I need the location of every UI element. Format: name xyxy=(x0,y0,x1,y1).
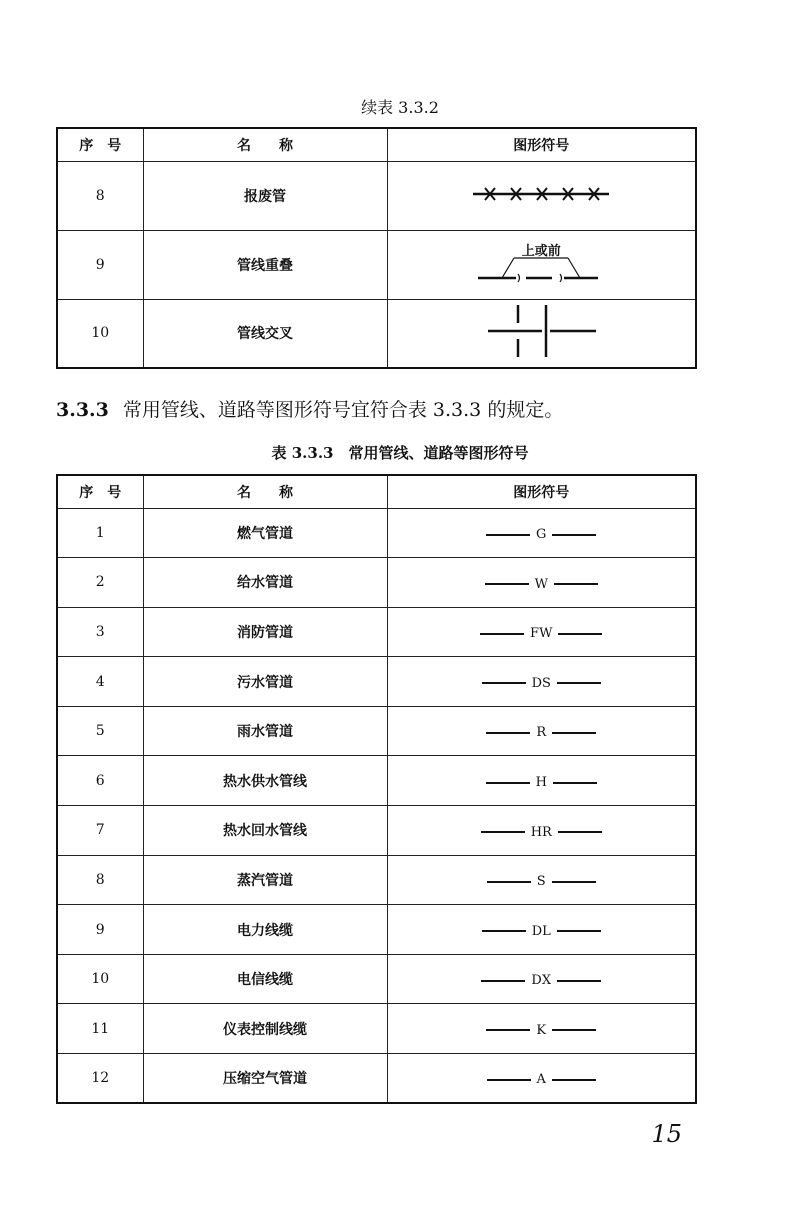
line-symbol xyxy=(387,954,696,1004)
header-name: 名 称 xyxy=(143,128,387,161)
row-name: 压缩空气管道 xyxy=(143,1054,387,1104)
line-symbol xyxy=(387,756,696,806)
line-segment xyxy=(482,930,526,932)
line-symbol xyxy=(387,706,696,756)
row-no: 12 xyxy=(57,1054,143,1104)
row-name: 管线重叠 xyxy=(143,230,387,299)
line-symbol xyxy=(387,558,696,608)
line-symbol xyxy=(387,855,696,905)
table-header xyxy=(57,475,696,508)
line-segment xyxy=(552,534,596,536)
row-name: 管线交叉 xyxy=(143,299,387,368)
header-no: 序 号 xyxy=(57,475,143,508)
row-name: 雨水管道 xyxy=(143,706,387,756)
overlap-symbol xyxy=(387,230,696,299)
line-segment xyxy=(553,782,597,784)
line-segment xyxy=(486,1029,530,1031)
table-header xyxy=(57,128,696,161)
table-row xyxy=(57,299,696,368)
row-name: 仪表控制线缆 xyxy=(143,1004,387,1054)
line-code: DX xyxy=(531,973,552,989)
row-no: 10 xyxy=(57,954,143,1004)
line-code: FW xyxy=(530,626,553,642)
line-segment xyxy=(557,930,601,932)
line-segment xyxy=(552,732,596,734)
line-code: DS xyxy=(531,675,551,691)
crossing-symbol xyxy=(387,299,696,368)
table1-caption: 续表 3.3.2 xyxy=(361,98,439,117)
row-no: 6 xyxy=(57,756,143,806)
row-name: 消防管道 xyxy=(143,607,387,657)
row-name: 电力线缆 xyxy=(143,905,387,955)
line-code: HR xyxy=(530,824,552,840)
header-symbol: 图形符号 xyxy=(387,475,696,508)
line-segment xyxy=(552,881,596,883)
line-code: S xyxy=(536,874,546,890)
line-symbol xyxy=(387,607,696,657)
line-segment xyxy=(557,980,601,982)
line-segment xyxy=(558,831,602,833)
row-name: 给水管道 xyxy=(143,558,387,608)
row-no: 4 xyxy=(57,657,143,707)
line-symbol xyxy=(387,905,696,955)
table-row xyxy=(57,607,696,657)
row-name: 污水管道 xyxy=(143,657,387,707)
line-segment xyxy=(486,534,530,536)
header-no: 序 号 xyxy=(57,128,143,161)
table-row xyxy=(57,161,696,230)
row-no: 11 xyxy=(57,1004,143,1054)
line-segment xyxy=(552,1029,596,1031)
row-no: 2 xyxy=(57,558,143,608)
table-row xyxy=(57,855,696,905)
table-row xyxy=(57,508,696,558)
header-symbol: 图形符号 xyxy=(387,128,696,161)
table-row xyxy=(57,954,696,1004)
line-segment xyxy=(480,633,524,635)
row-no: 7 xyxy=(57,806,143,856)
section-number: 3.3.3 xyxy=(56,399,109,421)
line-segment xyxy=(552,1079,596,1081)
row-no: 9 xyxy=(57,230,143,299)
row-no: 1 xyxy=(57,508,143,558)
line-segment xyxy=(554,583,598,585)
table-row xyxy=(57,806,696,856)
section-3-3-3 xyxy=(56,395,563,422)
row-name: 报废管 xyxy=(143,161,387,230)
row-no: 10 xyxy=(57,299,143,368)
table-row xyxy=(57,230,696,299)
line-code: A xyxy=(536,1072,546,1088)
table-row xyxy=(57,1054,696,1104)
line-symbol xyxy=(387,1004,696,1054)
overlap-label: 上或前 xyxy=(521,243,561,259)
line-code: DL xyxy=(531,923,551,939)
line-code: G xyxy=(536,527,547,543)
line-segment xyxy=(487,1079,531,1081)
table-3-3-2-continued xyxy=(56,127,697,369)
section-text: 常用管线、道路等图形符号宜符合表 3.3.3 的规定。 xyxy=(122,399,564,421)
line-segment xyxy=(487,881,531,883)
row-name: 蒸汽管道 xyxy=(143,855,387,905)
line-segment xyxy=(557,682,601,684)
line-segment xyxy=(485,583,529,585)
line-segment xyxy=(558,633,602,635)
line-segment xyxy=(481,980,525,982)
line-symbol xyxy=(387,806,696,856)
row-no: 5 xyxy=(57,706,143,756)
line-code: K xyxy=(536,1022,547,1038)
line-segment xyxy=(486,732,530,734)
line-code: H xyxy=(535,775,547,791)
row-no: 3 xyxy=(57,607,143,657)
line-segment xyxy=(486,782,530,784)
row-name: 热水回水管线 xyxy=(143,806,387,856)
row-name: 燃气管道 xyxy=(143,508,387,558)
header-name: 名 称 xyxy=(143,475,387,508)
table-row xyxy=(57,706,696,756)
page-number: 15 xyxy=(651,1120,682,1148)
table-row xyxy=(57,657,696,707)
line-symbol xyxy=(387,1054,696,1104)
table2-caption: 表 3.3.3 常用管线、道路等图形符号 xyxy=(271,444,529,462)
row-no: 8 xyxy=(57,855,143,905)
line-segment xyxy=(482,682,526,684)
table-row xyxy=(57,1004,696,1054)
line-code: W xyxy=(534,576,548,592)
row-no: 8 xyxy=(57,161,143,230)
line-symbol xyxy=(387,657,696,707)
row-no: 9 xyxy=(57,905,143,955)
line-symbol xyxy=(387,508,696,558)
row-name: 热水供水管线 xyxy=(143,756,387,806)
scrapped-pipe-symbol xyxy=(387,161,696,230)
line-segment xyxy=(481,831,525,833)
table-row xyxy=(57,905,696,955)
table-row xyxy=(57,558,696,608)
table-row xyxy=(57,756,696,806)
table-3-3-3 xyxy=(56,474,697,1104)
line-code: R xyxy=(536,725,547,741)
row-name: 电信线缆 xyxy=(143,954,387,1004)
